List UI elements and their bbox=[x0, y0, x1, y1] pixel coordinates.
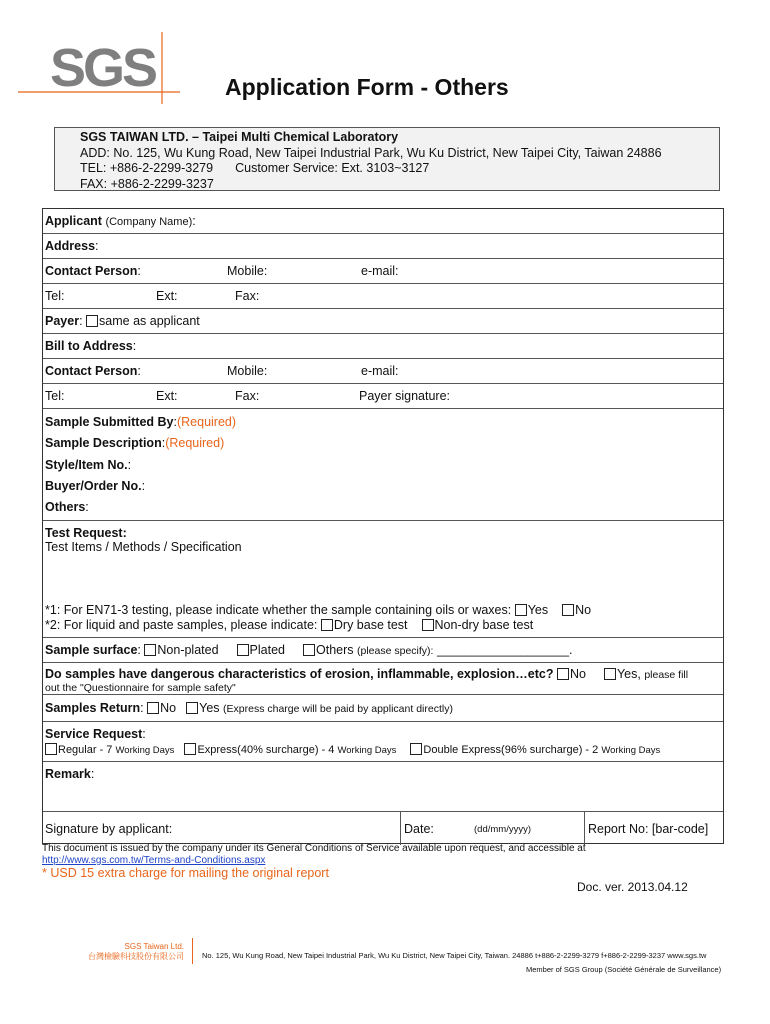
no-label: No bbox=[575, 603, 592, 617]
colon: : bbox=[85, 500, 89, 514]
working-days-label: Working Days bbox=[601, 745, 661, 756]
colon: : bbox=[137, 643, 141, 657]
non-plated-label: Non-plated bbox=[157, 643, 219, 657]
colon: : bbox=[90, 767, 95, 781]
address-label: Address bbox=[45, 239, 96, 253]
colon: : bbox=[137, 264, 141, 278]
colon: : bbox=[79, 314, 83, 328]
payer-label: Payer bbox=[45, 314, 80, 328]
return-yes-checkbox[interactable] bbox=[186, 702, 198, 714]
same-as-applicant-label: same as applicant bbox=[99, 314, 200, 328]
sgs-logo bbox=[18, 30, 188, 105]
bill-to-row[interactable] bbox=[43, 334, 723, 359]
others-surface-label: Others bbox=[316, 643, 354, 657]
working-days-label: Working Days bbox=[115, 745, 175, 756]
sample-submitted-label: Sample Submitted By bbox=[45, 415, 174, 429]
express-label: Express(40% surcharge) - 4 bbox=[197, 744, 335, 756]
colon: : bbox=[141, 479, 146, 493]
express-checkbox[interactable] bbox=[184, 743, 196, 755]
ext-label: Ext: bbox=[156, 389, 178, 403]
test-request-block[interactable] bbox=[43, 521, 723, 638]
fax-label: Fax: bbox=[235, 389, 260, 403]
report-no-label: Report No: [bar-code] bbox=[588, 822, 709, 836]
sample-description-label: Sample Description bbox=[45, 436, 162, 450]
sample-surface-row bbox=[43, 638, 723, 663]
yes-label: Yes bbox=[527, 603, 549, 617]
yes-label: Yes bbox=[616, 667, 638, 681]
en71-note: *1: For EN71-3 testing, please indicate whether the sample containing oils or waxes: bbox=[45, 603, 512, 617]
page-title: Application Form - Others bbox=[225, 74, 509, 100]
dry-base-label: Dry base test bbox=[333, 618, 408, 632]
contact-person-label: Contact Person bbox=[45, 364, 138, 378]
please-specify-label: (please specify): bbox=[357, 645, 434, 657]
application-form bbox=[42, 208, 724, 844]
logo-text: SGS bbox=[50, 38, 156, 98]
buyer-order-label: Buyer/Order No. bbox=[45, 479, 142, 493]
test-items-label: Test Items / Methods / Specification bbox=[45, 540, 242, 554]
terms-link[interactable]: http://www.sgs.com.tw/Terms-and-Conditions.aspx bbox=[42, 855, 266, 866]
fax-label: Fax: bbox=[235, 289, 260, 303]
report-divider bbox=[584, 812, 585, 845]
oils-no-checkbox[interactable] bbox=[562, 604, 574, 616]
please-fill-label: please fill bbox=[644, 669, 689, 681]
date-format: (dd/mm/yyyy) bbox=[474, 824, 531, 835]
signature-row bbox=[43, 812, 723, 845]
non-plated-checkbox[interactable] bbox=[144, 644, 156, 656]
colon: : bbox=[161, 436, 166, 450]
dangerous-question: Do samples have dangerous characteristics of erosion, inflammable, explosion…etc? bbox=[45, 667, 554, 681]
regular-checkbox[interactable] bbox=[45, 743, 57, 755]
date-label: Date: bbox=[404, 822, 434, 836]
test-request-label: Test Request: bbox=[45, 526, 127, 540]
colon: : bbox=[140, 701, 144, 715]
doc-version: Doc. ver. 2013.04.12 bbox=[577, 880, 688, 894]
tel-label: Tel: bbox=[45, 389, 65, 403]
style-item-label: Style/Item No. bbox=[45, 458, 128, 472]
footer-address: No. 125, Wu Kung Road, New Taipei Industrial Park, Wu Ku District, New Taipei City, Taiwan. 24886 t+886-2-2299-3279 f+886-2-2299-3237 www.sgs.tw bbox=[202, 951, 707, 960]
lab-service: Customer Service: Ext. 3103~3127 bbox=[235, 161, 430, 175]
signature-label: Signature by applicant: bbox=[45, 822, 173, 836]
general-conditions-text: This document is issued by the company under its General Conditions of Service available upon request, and accessible at bbox=[42, 843, 586, 854]
company-name-label: (Company Name) bbox=[105, 216, 193, 228]
dangerous-yes-checkbox[interactable] bbox=[604, 668, 616, 680]
regular-label: Regular - 7 bbox=[58, 744, 113, 756]
lab-info-box bbox=[54, 127, 720, 191]
working-days-label: Working Days bbox=[337, 745, 397, 756]
applicant-row[interactable] bbox=[43, 209, 723, 234]
payer-signature-label: Payer signature: bbox=[359, 389, 451, 403]
double-express-checkbox[interactable] bbox=[410, 743, 422, 755]
lab-fax: FAX: +886-2-2299-3237 bbox=[80, 176, 214, 191]
sample-info-block[interactable] bbox=[43, 409, 723, 521]
mobile-label: Mobile: bbox=[227, 264, 268, 278]
remark-row[interactable] bbox=[43, 762, 723, 812]
express-charge-note: (Express charge will be paid by applicant directly) bbox=[223, 703, 453, 715]
specify-blank[interactable]: ___________________. bbox=[436, 643, 573, 657]
plated-checkbox[interactable] bbox=[237, 644, 249, 656]
samples-return-label: Samples Return bbox=[45, 701, 141, 715]
questionnaire-label: out the "Questionnaire for sample safety" bbox=[45, 682, 236, 694]
dry-base-checkbox[interactable] bbox=[321, 619, 333, 631]
contact-person-label: Contact Person bbox=[45, 264, 138, 278]
contact-row[interactable] bbox=[43, 259, 723, 284]
tel-row[interactable] bbox=[43, 284, 723, 309]
service-request-row bbox=[43, 722, 723, 762]
lab-name: SGS TAIWAN LTD. – Taipei Multi Chemical Laboratory bbox=[80, 130, 399, 144]
dangerous-row: Do samples have dangerous characteristics of erosion, inflammable, explosion…etc? No Yes, please fill out the "Questionnaire for sample safety" bbox=[43, 663, 723, 695]
address-row[interactable] bbox=[43, 234, 723, 259]
footer-company-en: SGS Taiwan Ltd. bbox=[124, 942, 184, 951]
required-tag: (Required) bbox=[176, 415, 237, 429]
yes-label: Yes bbox=[199, 701, 220, 715]
sample-surface-label: Sample surface bbox=[45, 643, 138, 657]
remark-label: Remark bbox=[45, 767, 91, 781]
dangerous-no-checkbox[interactable] bbox=[557, 668, 569, 680]
required-tag: (Required) bbox=[165, 436, 225, 450]
footer-divider bbox=[192, 938, 193, 964]
others-label: Others bbox=[45, 500, 86, 514]
no-label: No bbox=[569, 667, 586, 681]
email-label: e-mail: bbox=[361, 364, 399, 378]
email-label: e-mail: bbox=[361, 264, 399, 278]
others-surface-checkbox[interactable] bbox=[303, 644, 315, 656]
lab-address: ADD: No. 125, Wu Kung Road, New Taipei Industrial Park, Wu Ku District, New Taipei City, Taiwan 24886 bbox=[80, 145, 662, 160]
colon: : bbox=[192, 214, 196, 228]
service-request-label: Service Request bbox=[45, 727, 143, 741]
same-as-applicant-checkbox[interactable] bbox=[86, 315, 98, 327]
usd-note: * USD 15 extra charge for mailing the original report bbox=[42, 866, 329, 880]
no-label: No bbox=[160, 701, 177, 715]
non-dry-base-label: Non-dry base test bbox=[434, 618, 534, 632]
lab-tel: TEL: +886-2-2299-3279 bbox=[80, 161, 214, 175]
return-no-checkbox[interactable] bbox=[147, 702, 159, 714]
applicant-label: Applicant bbox=[45, 214, 102, 228]
ext-label: Ext: bbox=[156, 289, 178, 303]
colon: : bbox=[127, 458, 132, 472]
footer-company-zh: 台灣檢驗科技股份有限公司 bbox=[88, 952, 184, 961]
payer-contact-row[interactable] bbox=[43, 359, 723, 384]
colon: : bbox=[142, 727, 146, 741]
samples-return-row bbox=[43, 695, 723, 722]
bill-to-label: Bill to Address bbox=[45, 339, 133, 353]
colon: : bbox=[173, 415, 177, 429]
general-conditions-note bbox=[42, 843, 586, 867]
payer-row bbox=[43, 309, 723, 334]
tel-label: Tel: bbox=[45, 289, 65, 303]
footer-member: Member of SGS Group (Société Générale de Surveillance) bbox=[526, 965, 722, 974]
oils-yes-checkbox[interactable] bbox=[515, 604, 527, 616]
lab-tel-row bbox=[80, 161, 719, 177]
payer-tel-row[interactable] bbox=[43, 384, 723, 409]
non-dry-base-checkbox[interactable] bbox=[422, 619, 434, 631]
colon: : bbox=[137, 364, 141, 378]
liquid-note: *2: For liquid and paste samples, please indicate: bbox=[45, 618, 318, 632]
colon: : bbox=[95, 239, 99, 253]
plated-label: Plated bbox=[249, 643, 285, 657]
footer-company bbox=[80, 942, 184, 962]
double-express-label: Double Express(96% surcharge) - 2 bbox=[423, 744, 599, 756]
colon: : bbox=[132, 339, 137, 353]
signature-divider bbox=[400, 812, 401, 845]
mobile-label: Mobile: bbox=[227, 364, 268, 378]
